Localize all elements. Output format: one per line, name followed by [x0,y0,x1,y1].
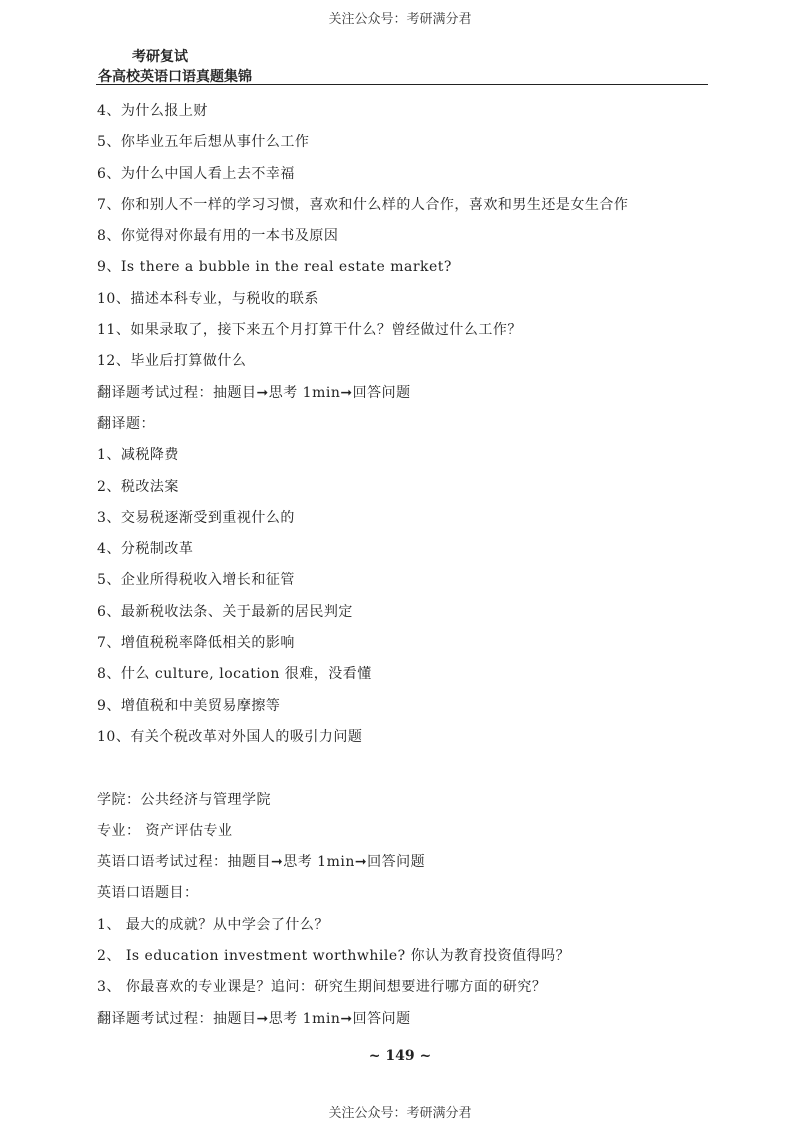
text-line: 5、企业所得税收入增长和征管 [97,572,295,589]
text-line: 英语口语考试过程：抽题目➞思考 1min➞回答问题 [97,854,426,871]
text-line: 英语口语题目： [97,885,199,902]
text-line: 翻译题考试过程：抽题目➞思考 1min➞回答问题 [97,1010,411,1027]
text-line: 12、毕业后打算做什么 [97,353,247,370]
page-number: ~ 149 ~ [368,1048,432,1064]
text-line: 9、增值税和中美贸易摩擦等 [97,697,281,714]
header-title: 考研复试 [132,49,188,65]
text-line: 翻译题考试过程：抽题目➞思考 1min➞回答问题 [97,384,411,401]
text-line: 1、 最大的成就？从中学会了什么？ [97,916,329,933]
blank-line [97,753,717,784]
text-line: 9、Is there a bubble in the real estate market? [97,259,452,276]
text-line: 6、为什么中国人看上去不幸福 [97,165,295,182]
top-note: 关注公众号：考研满分君 [328,12,472,27]
text-line: 11、如果录取了，接下来五个月打算干什么？曾经做过什么工作？ [97,322,522,339]
text-line: 8、你觉得对你最有用的一本书及原因 [97,228,339,245]
text-line: 7、增值税税率降低相关的影响 [97,635,295,652]
text-line: 10、有关个税改革对外国人的吸引力问题 [97,728,363,745]
text-line: 2、税改法案 [97,478,179,495]
text-line: 专业： 资产评估专业 [97,822,233,839]
text-line: 7、你和别人不一样的学习习惯，喜欢和什么样的人合作，喜欢和男生还是女生合作 [97,196,629,213]
text-line: 1、减税降费 [97,447,179,464]
text-line: 4、为什么报上财 [97,103,208,119]
text-line: 3、 你最喜欢的专业课是？追问：研究生期间想要进行哪方面的研究？ [97,979,547,996]
text-line: 2、 Is education investment worthwhile? 你认为教育投资值得吗？ [97,948,571,965]
page-content [97,96,717,1035]
text-line: 翻译题： [97,415,155,432]
text-line: 3、交易税逐渐受到重视什么的 [97,509,295,526]
header-subtitle: 各高校英语口语真题集锦 [98,69,252,85]
text-line: 8、什么 culture, location 很难，没看懂 [97,666,372,683]
bottom-note: 关注公众号：考研满分君 [328,1106,472,1121]
text-line: 5、你毕业五年后想从事什么工作 [97,134,310,151]
text-line: 6、最新税收法条、关于最新的居民判定 [97,603,353,620]
text-line: 10、描述本科专业，与税收的联系 [97,290,319,307]
text-line: 4、分税制改革 [97,541,194,558]
header-rule [96,84,708,85]
text-line: 学院：公共经济与管理学院 [97,791,271,808]
